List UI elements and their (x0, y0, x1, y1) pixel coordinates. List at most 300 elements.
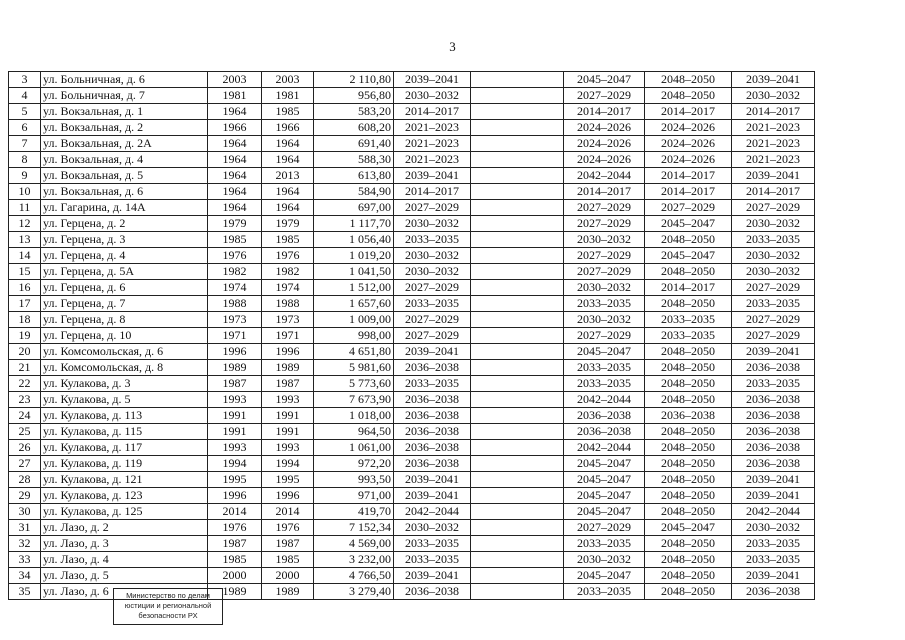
table-row (9, 120, 815, 136)
period-cell: 2036–2038 (645, 408, 732, 424)
year-commission-cell: 1987 (262, 536, 314, 552)
table-row (9, 232, 815, 248)
stamp-line-2: юстиции и региональной (124, 601, 212, 610)
year-built-cell: 1964 (208, 168, 262, 184)
period-cell: 2036–2038 (394, 456, 471, 472)
year-built-cell: 1991 (208, 424, 262, 440)
period-cell: 2039–2041 (394, 72, 471, 88)
address-cell: ул. Кулакова, д. 5 (41, 392, 208, 408)
address-cell: ул. Герцена, д. 8 (41, 312, 208, 328)
year-built-cell: 1982 (208, 264, 262, 280)
year-commission-cell: 2013 (262, 168, 314, 184)
period-cell: 2048–2050 (645, 376, 732, 392)
page-number: 3 (449, 39, 456, 54)
area-cell: 608,20 (314, 120, 394, 136)
period-cell: 2030–2032 (564, 280, 645, 296)
row-number: 29 (9, 488, 41, 504)
period-cell: 2014–2017 (564, 184, 645, 200)
year-commission-cell: 1985 (262, 104, 314, 120)
year-commission-cell: 1982 (262, 264, 314, 280)
table-row (9, 296, 815, 312)
table-row (9, 376, 815, 392)
year-built-cell: 1985 (208, 552, 262, 568)
year-built-cell: 1991 (208, 408, 262, 424)
empty-cell (471, 232, 564, 248)
empty-cell (471, 104, 564, 120)
table-row (9, 408, 815, 424)
address-cell: ул. Вокзальная, д. 4 (41, 152, 208, 168)
year-commission-cell: 1964 (262, 136, 314, 152)
period-cell: 2048–2050 (645, 504, 732, 520)
area-cell: 584,90 (314, 184, 394, 200)
row-number: 7 (9, 136, 41, 152)
table-row (9, 104, 815, 120)
area-cell: 1 056,40 (314, 232, 394, 248)
address-cell: ул. Больничная, д. 7 (41, 88, 208, 104)
row-number: 3 (9, 72, 41, 88)
area-cell: 419,70 (314, 504, 394, 520)
year-built-cell: 1971 (208, 328, 262, 344)
year-commission-cell: 1996 (262, 488, 314, 504)
period-cell: 2014–2017 (732, 184, 815, 200)
period-cell: 2030–2032 (732, 248, 815, 264)
period-cell: 2048–2050 (645, 488, 732, 504)
year-commission-cell: 1993 (262, 392, 314, 408)
row-number: 28 (9, 472, 41, 488)
year-commission-cell: 1981 (262, 88, 314, 104)
empty-cell (471, 120, 564, 136)
area-cell: 1 061,00 (314, 440, 394, 456)
table-row (9, 72, 815, 88)
period-cell: 2014–2017 (645, 280, 732, 296)
empty-cell (471, 72, 564, 88)
period-cell: 2048–2050 (645, 360, 732, 376)
period-cell: 2045–2047 (564, 472, 645, 488)
period-cell: 2027–2029 (564, 200, 645, 216)
year-built-cell: 1995 (208, 472, 262, 488)
address-cell: ул. Вокзальная, д. 2А (41, 136, 208, 152)
period-cell: 2036–2038 (394, 584, 471, 600)
period-cell: 2045–2047 (564, 504, 645, 520)
period-cell: 2033–2035 (732, 376, 815, 392)
row-number: 20 (9, 344, 41, 360)
period-cell: 2030–2032 (394, 264, 471, 280)
row-number: 13 (9, 232, 41, 248)
period-cell: 2039–2041 (394, 168, 471, 184)
period-cell: 2048–2050 (645, 344, 732, 360)
address-cell: ул. Герцена, д. 5А (41, 264, 208, 280)
year-built-cell: 1964 (208, 136, 262, 152)
area-cell: 3 279,40 (314, 584, 394, 600)
area-cell: 1 657,60 (314, 296, 394, 312)
period-cell: 2033–2035 (732, 296, 815, 312)
table-row (9, 392, 815, 408)
year-built-cell: 1964 (208, 184, 262, 200)
year-commission-cell: 1964 (262, 184, 314, 200)
stamp-line-3: безопасности РХ (138, 611, 198, 620)
year-built-cell: 1976 (208, 248, 262, 264)
year-built-cell: 1994 (208, 456, 262, 472)
period-cell: 2024–2026 (645, 120, 732, 136)
year-commission-cell: 1989 (262, 584, 314, 600)
area-cell: 5 773,60 (314, 376, 394, 392)
table-row (9, 280, 815, 296)
period-cell: 2039–2041 (394, 472, 471, 488)
area-cell: 613,80 (314, 168, 394, 184)
period-cell: 2027–2029 (564, 216, 645, 232)
year-built-cell: 2014 (208, 504, 262, 520)
empty-cell (471, 440, 564, 456)
address-cell: ул. Лазо, д. 2 (41, 520, 208, 536)
table-row (9, 424, 815, 440)
year-built-cell: 1989 (208, 584, 262, 600)
address-cell: ул. Лазо, д. 4 (41, 552, 208, 568)
area-cell: 7 152,34 (314, 520, 394, 536)
period-cell: 2045–2047 (564, 72, 645, 88)
period-cell: 2030–2032 (732, 520, 815, 536)
area-cell: 1 117,70 (314, 216, 394, 232)
empty-cell (471, 88, 564, 104)
year-commission-cell: 1985 (262, 552, 314, 568)
period-cell: 2045–2047 (564, 568, 645, 584)
row-number: 25 (9, 424, 41, 440)
empty-cell (471, 536, 564, 552)
empty-cell (471, 408, 564, 424)
period-cell: 2036–2038 (732, 392, 815, 408)
period-cell: 2045–2047 (645, 216, 732, 232)
period-cell: 2036–2038 (564, 408, 645, 424)
period-cell: 2045–2047 (645, 520, 732, 536)
period-cell: 2036–2038 (732, 440, 815, 456)
year-built-cell: 1985 (208, 232, 262, 248)
table-row (9, 312, 815, 328)
year-built-cell: 1981 (208, 88, 262, 104)
period-cell: 2014–2017 (645, 168, 732, 184)
year-built-cell: 1976 (208, 520, 262, 536)
stamp-line-1: Министерство по делам (126, 591, 210, 600)
period-cell: 2036–2038 (394, 424, 471, 440)
year-commission-cell: 1989 (262, 360, 314, 376)
table-row (9, 472, 815, 488)
table-row (9, 264, 815, 280)
period-cell: 2021–2023 (394, 120, 471, 136)
address-cell: ул. Кулакова, д. 113 (41, 408, 208, 424)
period-cell: 2033–2035 (645, 328, 732, 344)
year-commission-cell: 2014 (262, 504, 314, 520)
year-built-cell: 1964 (208, 200, 262, 216)
empty-cell (471, 328, 564, 344)
row-number: 31 (9, 520, 41, 536)
area-cell: 4 651,80 (314, 344, 394, 360)
period-cell: 2045–2047 (564, 488, 645, 504)
row-number: 26 (9, 440, 41, 456)
empty-cell (471, 504, 564, 520)
period-cell: 2039–2041 (394, 568, 471, 584)
row-number: 16 (9, 280, 41, 296)
period-cell: 2039–2041 (394, 488, 471, 504)
year-commission-cell: 1994 (262, 456, 314, 472)
row-number: 9 (9, 168, 41, 184)
area-cell: 691,40 (314, 136, 394, 152)
table-row (9, 184, 815, 200)
address-cell: ул. Вокзальная, д. 6 (41, 184, 208, 200)
address-cell: ул. Кулакова, д. 115 (41, 424, 208, 440)
table-row (9, 360, 815, 376)
period-cell: 2030–2032 (732, 216, 815, 232)
period-cell: 2036–2038 (732, 360, 815, 376)
period-cell: 2048–2050 (645, 72, 732, 88)
housing-registry-table (8, 71, 815, 600)
period-cell: 2014–2017 (645, 104, 732, 120)
period-cell: 2048–2050 (645, 440, 732, 456)
period-cell: 2042–2044 (564, 440, 645, 456)
area-cell: 972,20 (314, 456, 394, 472)
period-cell: 2027–2029 (394, 280, 471, 296)
row-number: 35 (9, 584, 41, 600)
area-cell: 4 569,00 (314, 536, 394, 552)
period-cell: 2048–2050 (645, 584, 732, 600)
table-body (9, 72, 815, 600)
year-built-cell: 1987 (208, 536, 262, 552)
period-cell: 2024–2026 (564, 152, 645, 168)
period-cell: 2039–2041 (732, 472, 815, 488)
row-number: 6 (9, 120, 41, 136)
area-cell: 2 110,80 (314, 72, 394, 88)
empty-cell (471, 488, 564, 504)
period-cell: 2030–2032 (394, 248, 471, 264)
table-row (9, 168, 815, 184)
table-row (9, 536, 815, 552)
empty-cell (471, 312, 564, 328)
year-built-cell: 1964 (208, 104, 262, 120)
year-commission-cell: 1976 (262, 520, 314, 536)
period-cell: 2045–2047 (564, 344, 645, 360)
period-cell: 2027–2029 (732, 200, 815, 216)
period-cell: 2014–2017 (645, 184, 732, 200)
period-cell: 2048–2050 (645, 424, 732, 440)
period-cell: 2030–2032 (564, 232, 645, 248)
period-cell: 2048–2050 (645, 456, 732, 472)
area-cell: 697,00 (314, 200, 394, 216)
period-cell: 2014–2017 (394, 104, 471, 120)
empty-cell (471, 168, 564, 184)
row-number: 32 (9, 536, 41, 552)
address-cell: ул. Вокзальная, д. 1 (41, 104, 208, 120)
area-cell: 956,80 (314, 88, 394, 104)
empty-cell (471, 552, 564, 568)
empty-cell (471, 280, 564, 296)
address-cell: ул. Герцена, д. 10 (41, 328, 208, 344)
table-row (9, 568, 815, 584)
period-cell: 2033–2035 (394, 296, 471, 312)
table-row (9, 488, 815, 504)
row-number: 18 (9, 312, 41, 328)
period-cell: 2014–2017 (732, 104, 815, 120)
period-cell: 2027–2029 (394, 312, 471, 328)
address-cell: ул. Кулакова, д. 123 (41, 488, 208, 504)
area-cell: 964,50 (314, 424, 394, 440)
row-number: 14 (9, 248, 41, 264)
year-commission-cell: 1993 (262, 440, 314, 456)
period-cell: 2030–2032 (394, 216, 471, 232)
area-cell: 583,20 (314, 104, 394, 120)
table-row (9, 152, 815, 168)
year-commission-cell: 1985 (262, 232, 314, 248)
address-cell: ул. Лазо, д. 6 (41, 584, 208, 600)
period-cell: 2033–2035 (732, 552, 815, 568)
period-cell: 2021–2023 (732, 120, 815, 136)
period-cell: 2033–2035 (564, 296, 645, 312)
empty-cell (471, 376, 564, 392)
period-cell: 2048–2050 (645, 232, 732, 248)
period-cell: 2030–2032 (564, 312, 645, 328)
period-cell: 2036–2038 (394, 440, 471, 456)
period-cell: 2039–2041 (732, 488, 815, 504)
period-cell: 2027–2029 (394, 200, 471, 216)
empty-cell (471, 424, 564, 440)
empty-cell (471, 392, 564, 408)
year-commission-cell: 1971 (262, 328, 314, 344)
address-cell: ул. Кулакова, д. 117 (41, 440, 208, 456)
period-cell: 2048–2050 (645, 88, 732, 104)
period-cell: 2024–2026 (645, 152, 732, 168)
period-cell: 2027–2029 (645, 200, 732, 216)
year-built-cell: 1989 (208, 360, 262, 376)
row-number: 5 (9, 104, 41, 120)
period-cell: 2039–2041 (394, 344, 471, 360)
year-built-cell: 1996 (208, 488, 262, 504)
period-cell: 2048–2050 (645, 296, 732, 312)
year-built-cell: 1964 (208, 152, 262, 168)
year-commission-cell: 1966 (262, 120, 314, 136)
empty-cell (471, 200, 564, 216)
area-cell: 971,00 (314, 488, 394, 504)
period-cell: 2033–2035 (394, 376, 471, 392)
row-number: 23 (9, 392, 41, 408)
row-number: 15 (9, 264, 41, 280)
year-built-cell: 1988 (208, 296, 262, 312)
area-cell: 993,50 (314, 472, 394, 488)
period-cell: 2039–2041 (732, 72, 815, 88)
row-number: 34 (9, 568, 41, 584)
year-commission-cell: 1995 (262, 472, 314, 488)
period-cell: 2021–2023 (394, 152, 471, 168)
period-cell: 2042–2044 (394, 504, 471, 520)
table-row (9, 248, 815, 264)
year-built-cell: 1993 (208, 440, 262, 456)
table-row (9, 440, 815, 456)
period-cell: 2030–2032 (394, 520, 471, 536)
address-cell: ул. Вокзальная, д. 5 (41, 168, 208, 184)
year-built-cell: 1993 (208, 392, 262, 408)
table-row (9, 520, 815, 536)
year-commission-cell: 1991 (262, 424, 314, 440)
period-cell: 2014–2017 (564, 104, 645, 120)
period-cell: 2014–2017 (394, 184, 471, 200)
area-cell: 998,00 (314, 328, 394, 344)
table-row (9, 456, 815, 472)
row-number: 19 (9, 328, 41, 344)
period-cell: 2027–2029 (394, 328, 471, 344)
empty-cell (471, 152, 564, 168)
area-cell: 3 232,00 (314, 552, 394, 568)
year-built-cell: 1973 (208, 312, 262, 328)
row-number: 11 (9, 200, 41, 216)
address-cell: ул. Лазо, д. 3 (41, 536, 208, 552)
period-cell: 2027–2029 (564, 328, 645, 344)
area-cell: 4 766,50 (314, 568, 394, 584)
year-commission-cell: 1976 (262, 248, 314, 264)
area-cell: 1 009,00 (314, 312, 394, 328)
table-row (9, 136, 815, 152)
period-cell: 2021–2023 (732, 152, 815, 168)
empty-cell (471, 248, 564, 264)
table-row (9, 504, 815, 520)
period-cell: 2048–2050 (645, 264, 732, 280)
period-cell: 2042–2044 (732, 504, 815, 520)
empty-cell (471, 264, 564, 280)
period-cell: 2036–2038 (564, 424, 645, 440)
row-number: 33 (9, 552, 41, 568)
year-commission-cell: 1991 (262, 408, 314, 424)
area-cell: 5 981,60 (314, 360, 394, 376)
empty-cell (471, 296, 564, 312)
row-number: 22 (9, 376, 41, 392)
address-cell: ул. Герцена, д. 6 (41, 280, 208, 296)
period-cell: 2027–2029 (564, 520, 645, 536)
empty-cell (471, 520, 564, 536)
address-cell: ул. Герцена, д. 2 (41, 216, 208, 232)
period-cell: 2036–2038 (732, 456, 815, 472)
address-cell: ул. Кулакова, д. 121 (41, 472, 208, 488)
table-row (9, 216, 815, 232)
address-cell: ул. Герцена, д. 3 (41, 232, 208, 248)
period-cell: 2033–2035 (394, 536, 471, 552)
period-cell: 2045–2047 (645, 248, 732, 264)
period-cell: 2030–2032 (564, 552, 645, 568)
period-cell: 2033–2035 (732, 232, 815, 248)
period-cell: 2042–2044 (564, 392, 645, 408)
year-built-cell: 1987 (208, 376, 262, 392)
address-cell: ул. Лазо, д. 5 (41, 568, 208, 584)
period-cell: 2024–2026 (564, 136, 645, 152)
period-cell: 2042–2044 (564, 168, 645, 184)
year-built-cell: 1974 (208, 280, 262, 296)
row-number: 17 (9, 296, 41, 312)
table-row (9, 200, 815, 216)
area-cell: 7 673,90 (314, 392, 394, 408)
period-cell: 2039–2041 (732, 568, 815, 584)
year-commission-cell: 2003 (262, 72, 314, 88)
address-cell: ул. Вокзальная, д. 2 (41, 120, 208, 136)
row-number: 10 (9, 184, 41, 200)
empty-cell (471, 344, 564, 360)
year-commission-cell: 1964 (262, 152, 314, 168)
address-cell: ул. Кулакова, д. 119 (41, 456, 208, 472)
empty-cell (471, 456, 564, 472)
period-cell: 2039–2041 (732, 168, 815, 184)
area-cell: 1 019,20 (314, 248, 394, 264)
period-cell: 2033–2035 (564, 536, 645, 552)
year-commission-cell: 2000 (262, 568, 314, 584)
year-built-cell: 1979 (208, 216, 262, 232)
address-cell: ул. Герцена, д. 4 (41, 248, 208, 264)
area-cell: 1 512,00 (314, 280, 394, 296)
table-row (9, 88, 815, 104)
year-commission-cell: 1973 (262, 312, 314, 328)
period-cell: 2033–2035 (564, 360, 645, 376)
address-cell: ул. Гагарина, д. 14А (41, 200, 208, 216)
